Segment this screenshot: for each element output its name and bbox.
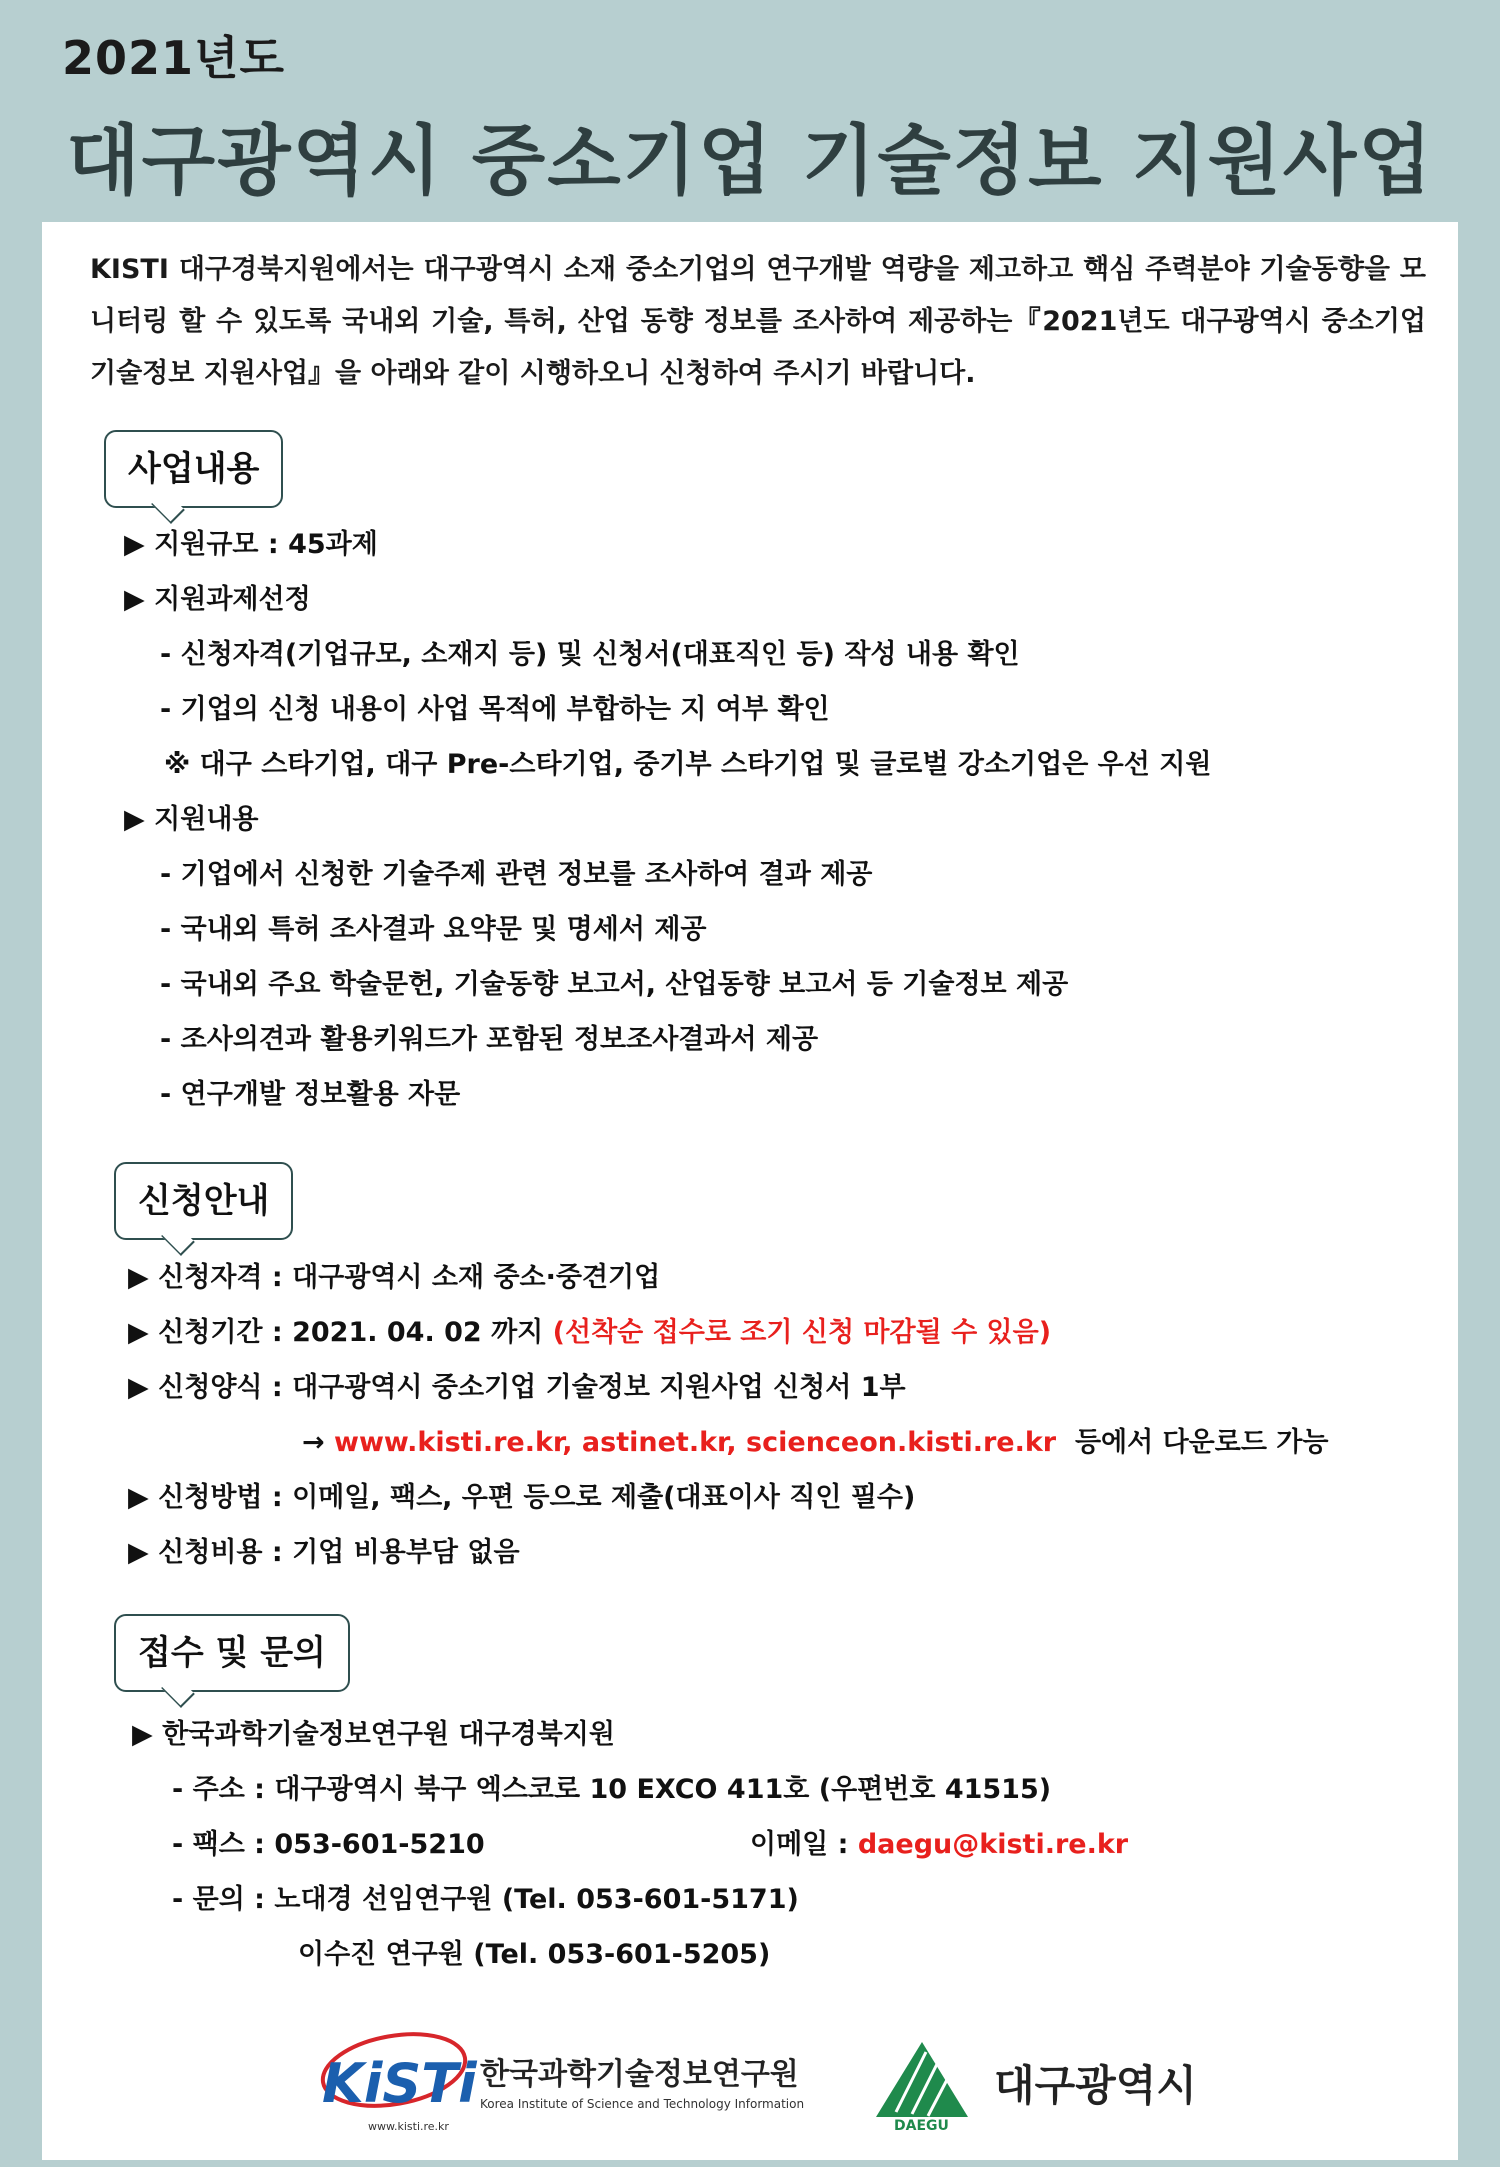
application-method: ▶ 신청방법 : 이메일, 팩스, 우편 등으로 제출(대표이사 직인 필수) [128,1482,916,1513]
application-cost: ▶ 신청비용 : 기업 비용부담 없음 [128,1537,520,1568]
section-tag-application: 신청안내 [114,1162,293,1240]
daegu-mark: DAEGU [894,2118,949,2134]
list-item: ※ 대구 스타기업, 대구 Pre-스타기업, 중기부 스타기업 및 글로벌 강소기업은 우선 지원 [164,749,1212,780]
email-label: 이메일 : [750,1829,849,1860]
application-qualification: ▶ 신청자격 : 대구광역시 소재 중소·중견기업 [128,1262,661,1293]
kisti-logo-graphic [312,2022,812,2142]
kisti-name-ko: 한국과학기술정보연구원 [480,2057,799,2092]
download-suffix: 등에서 다운로드 가능 [1074,1427,1329,1458]
intro-paragraph: KISTI 대구경북지원에서는 대구광역시 소재 중소기업의 연구개발 역량을 제고하고 핵심 주력분야 기술동향을 모니터링 할 수 있도록 국내외 기술, 특허, 산업 동향 정보를 조사하여 제공하는『2021년도 대구광역시 중소기업 기술정보 지원사업』을 아래와 같이 시행하오니 신청하여 주시기 바랍니다. [90,254,1426,389]
list-item: - 신청자격(기업규모, 소재지 등) 및 신청서(대표직인 등) 작성 내용 확인 [160,639,1020,670]
list-item: - 조사의견과 활용키워드가 포함된 정보조사결과서 제공 [160,1024,819,1055]
period-text: ▶ 신청기간 : 2021. 04. 02 까지 [128,1317,544,1348]
application-form: ▶ 신청양식 : 대구광역시 중소기업 기술정보 지원사업 신청서 1부 [128,1372,906,1403]
contact-person-2: 이수진 연구원 (Tel. 053-601-5205) [298,1939,771,1970]
page-title: 대구광역시 중소기업 기술정보 지원사업 [66,116,1434,205]
section-tag-contact: 접수 및 문의 [114,1614,350,1692]
footer-logos [42,2012,1458,2162]
contact-email [750,1822,1128,1861]
contact-address: - 주소 : 대구광역시 북구 엑스코로 10 EXCO 411호 (우편번호 41515) [172,1774,1052,1805]
daegu-mountain-icon [876,2042,968,2117]
list-item: ▶ 지원규모 : 45과제 [124,529,378,560]
arrow-icon: → [302,1427,325,1458]
list-item: - 기업에서 신청한 기술주제 관련 정보를 조사하여 결과 제공 [160,859,873,890]
kisti-url: www.kisti.re.kr [368,2120,449,2133]
kisti-logo [312,2022,812,2142]
application-period [128,1310,1051,1349]
download-links[interactable]: www.kisti.re.kr, astinet.kr, scienceon.kisti.re.kr [334,1427,1057,1458]
section-tag-business: 사업내용 [104,430,283,508]
list-item: - 기업의 신청 내용이 사업 목적에 부합하는 지 여부 확인 [160,694,830,725]
list-item: ▶ 지원내용 [124,804,259,835]
daegu-logo-graphic [862,2022,1282,2142]
period-note: (선착순 접수로 조기 신청 마감될 수 있음) [552,1317,1052,1348]
contact-org: ▶ 한국과학기술정보연구원 대구경북지원 [132,1719,615,1750]
year-label: 2021년도 [62,31,285,85]
contact-fax: - 팩스 : 053-601-5210 [172,1829,485,1860]
list-item: - 국내외 특허 조사결과 요약문 및 명세서 제공 [160,914,707,945]
kisti-name-en: Korea Institute of Science and Technology Information [480,2097,805,2111]
content-panel [42,222,1458,2160]
kisti-mark: KiSTi [322,2052,477,2115]
list-item: - 연구개발 정보활용 자문 [160,1079,461,1110]
daegu-logo [862,2022,1282,2142]
list-item: ▶ 지원과제선정 [124,584,311,615]
contact-person-1: - 문의 : 노대경 선임연구원 (Tel. 053-601-5171) [172,1884,799,1915]
header [0,0,1500,222]
download-info [302,1420,1328,1459]
daegu-name: 대구광역시 [994,2061,1197,2110]
list-item: - 국내외 주요 학술문헌, 기술동향 보고서, 산업동향 보고서 등 기술정보 제공 [160,969,1069,1000]
email-link[interactable]: daegu@kisti.re.kr [857,1829,1129,1860]
